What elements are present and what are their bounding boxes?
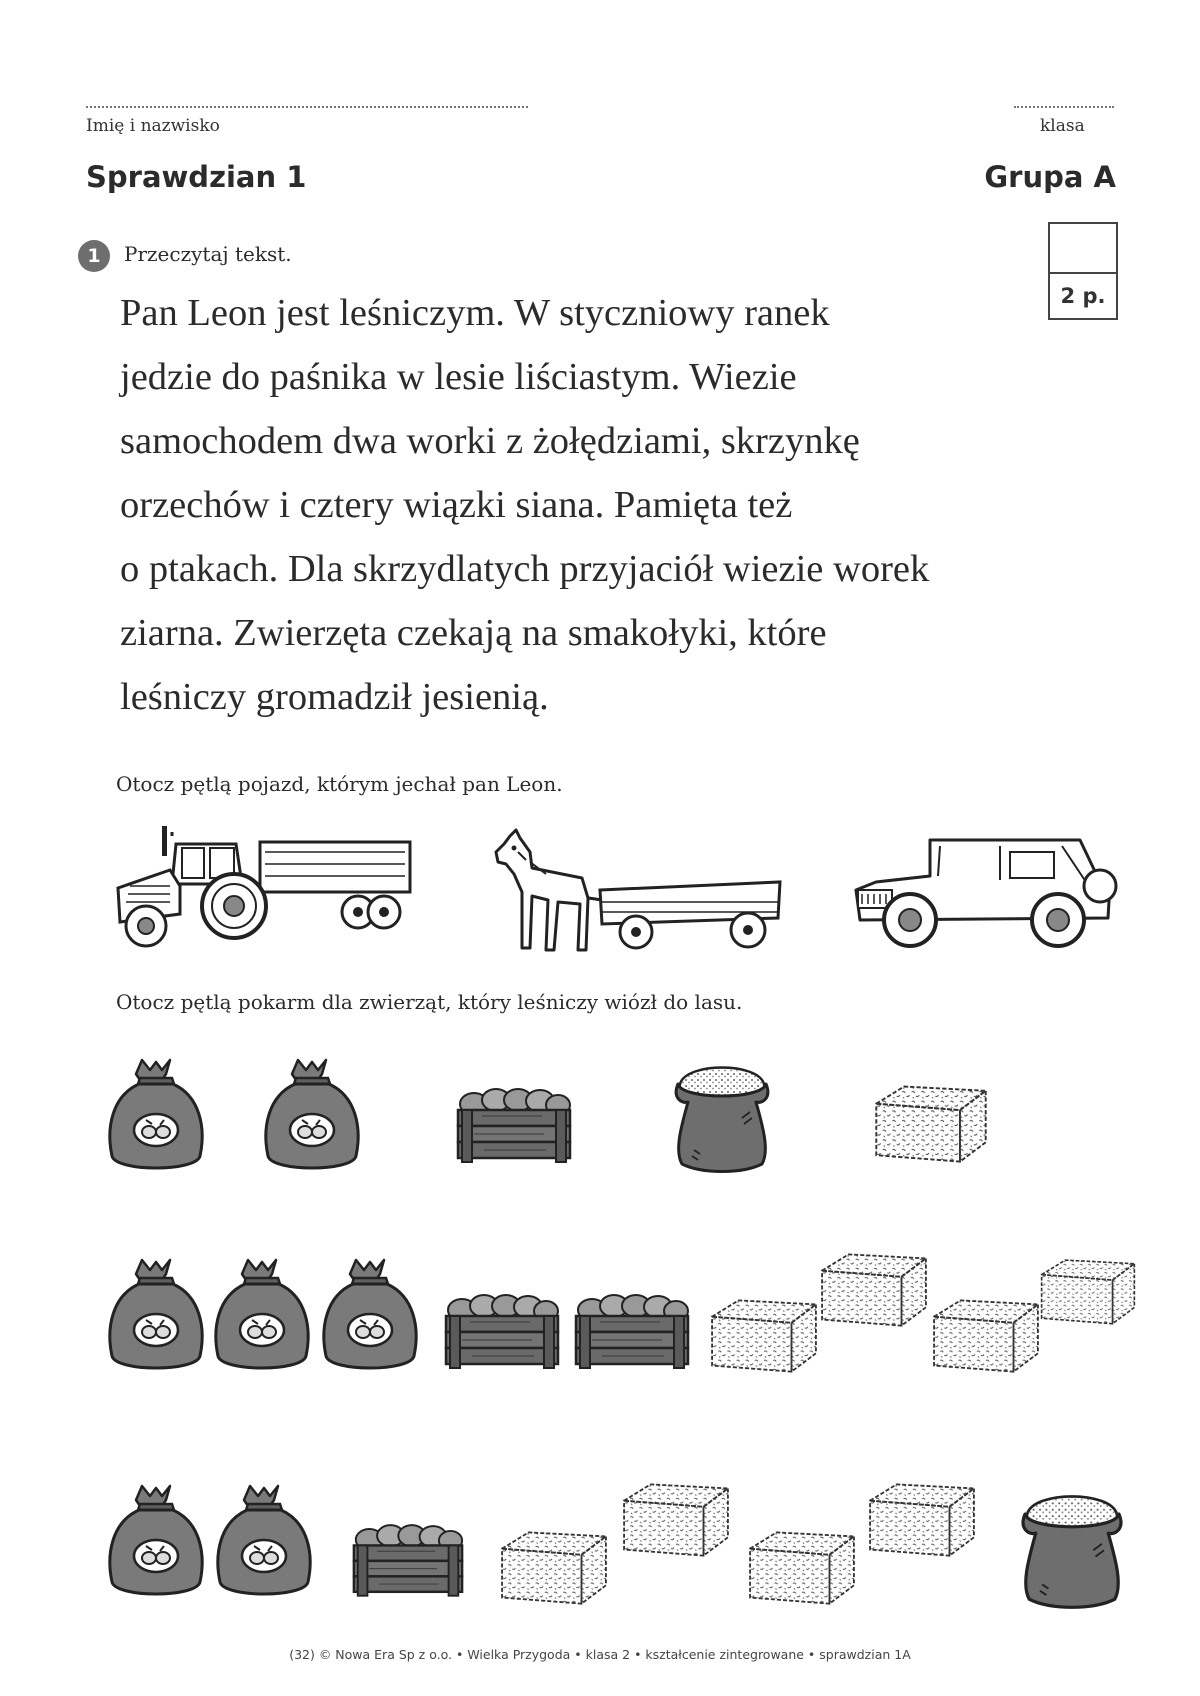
text-line: o ptakach. Dla skrzydlatych przyjaciół wiezie worek xyxy=(120,548,930,590)
acorn-sack-image xyxy=(106,1482,206,1602)
hay-bale-image xyxy=(930,1294,1042,1376)
test-title: Sprawdzian 1 xyxy=(86,160,307,194)
food-option-row-2[interactable] xyxy=(100,1250,1140,1380)
acorn-sack-image xyxy=(106,1256,206,1376)
hay-bale-image xyxy=(866,1478,978,1560)
nut-crate-image xyxy=(572,1284,692,1374)
name-field-line[interactable] xyxy=(86,106,528,108)
hay-bale-image xyxy=(746,1526,858,1608)
hay-bale-image xyxy=(818,1248,930,1330)
text-line: leśniczy gromadził jesienią. xyxy=(120,676,549,718)
task-instruction: Przeczytaj tekst. xyxy=(124,242,292,266)
text-line: ziarna. Zwierzęta czekają na smakołyki, które xyxy=(120,612,827,654)
acorn-sack-image xyxy=(262,1056,362,1176)
points-box xyxy=(1048,222,1118,320)
text-line: jedzie do paśnika w lesie liściastym. Wiezie xyxy=(120,356,797,398)
text-line: samochodem dwa worki z żołędziami, skrzynkę xyxy=(120,420,860,462)
grain-sack-image xyxy=(1018,1482,1126,1610)
tractor-with-trailer-image[interactable] xyxy=(110,830,420,950)
nut-crate-image xyxy=(454,1078,574,1168)
acorn-sack-image xyxy=(214,1482,314,1602)
food-option-row-3[interactable] xyxy=(100,1474,1140,1614)
hay-bale-image xyxy=(498,1526,610,1608)
points-label: 2 p. xyxy=(1060,284,1106,308)
horse-cart-image[interactable] xyxy=(490,828,790,950)
class-field-line[interactable] xyxy=(1014,106,1114,108)
nut-crate-image xyxy=(350,1514,466,1602)
reading-text xyxy=(120,281,929,729)
grain-sack-image xyxy=(672,1054,772,1174)
group-label: Grupa A xyxy=(984,160,1116,194)
score-field[interactable] xyxy=(1050,224,1116,274)
acorn-sack-image xyxy=(212,1256,312,1376)
text-line: Pan Leon jest leśniczym. W styczniowy ranek xyxy=(120,292,830,334)
vehicle-question: Otocz pętlą pojazd, którym jechał pan Leon. xyxy=(116,772,563,796)
acorn-sack-image xyxy=(106,1056,206,1176)
task-number-badge: 1 xyxy=(78,240,110,272)
hay-bale-image xyxy=(872,1080,990,1166)
hay-bale-image xyxy=(1038,1250,1138,1332)
page-footer: (32) © Nowa Era Sp z o.o. • Wielka Przygoda • klasa 2 • kształcenie zintegrowane • sprawdzian 1A xyxy=(289,1647,911,1662)
food-option-row-1[interactable] xyxy=(100,1050,1000,1180)
nut-crate-image xyxy=(442,1284,562,1374)
hay-bale-image xyxy=(708,1294,820,1376)
acorn-sack-image xyxy=(320,1256,420,1376)
hay-bale-image xyxy=(620,1478,732,1560)
text-line: orzechów i cztery wiązki siana. Pamięta też xyxy=(120,484,793,526)
food-question: Otocz pętlą pokarm dla zwierząt, który leśniczy wiózł do lasu. xyxy=(116,990,743,1014)
name-label: Imię i nazwisko xyxy=(86,116,220,136)
class-label: klasa xyxy=(1040,116,1085,136)
off-road-car-image[interactable] xyxy=(850,832,1120,950)
